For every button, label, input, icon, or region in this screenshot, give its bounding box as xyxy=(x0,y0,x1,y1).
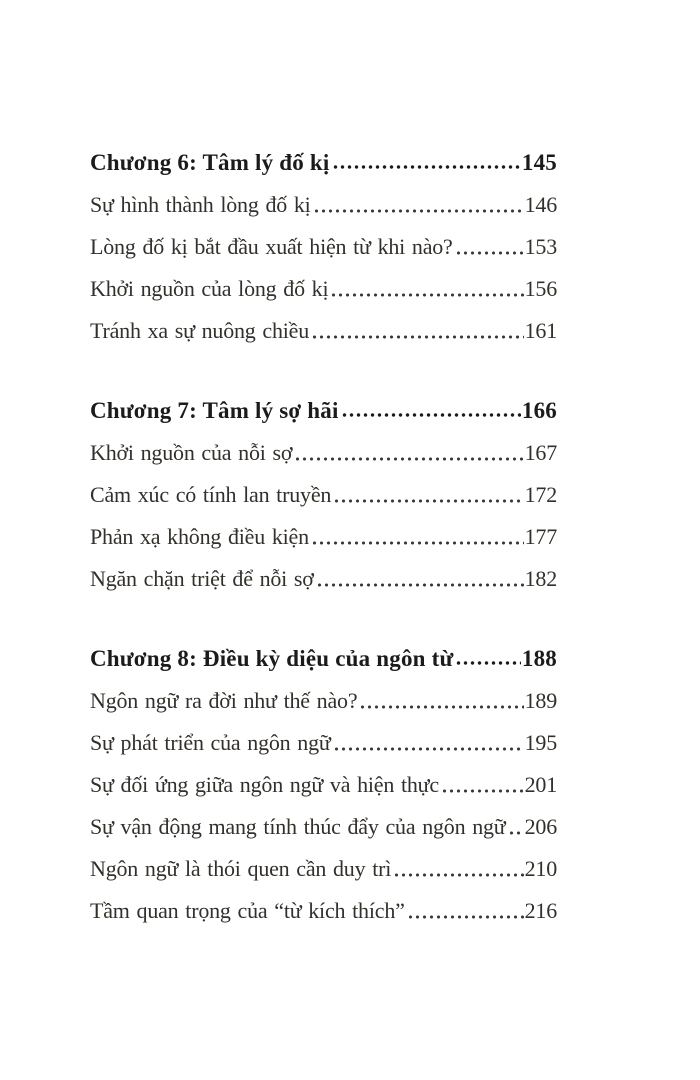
dot-leader xyxy=(341,413,521,417)
toc-entry xyxy=(90,762,557,804)
chapter-heading-label: Chương 6: Tâm lý đố kị xyxy=(90,150,330,175)
toc-entry-label: Sự phát triển của ngôn ngữ xyxy=(90,730,331,755)
toc-entry-page-number: 153 xyxy=(524,234,557,259)
dot-leader xyxy=(311,541,524,545)
toc-entry-page-number: 210 xyxy=(524,856,557,881)
dot-leader xyxy=(393,873,523,877)
dot-leader xyxy=(333,499,523,503)
dot-leader xyxy=(316,583,524,587)
table-of-contents xyxy=(90,130,557,930)
toc-entry-label: Ngăn chặn triệt để nỗi sợ xyxy=(90,566,314,591)
toc-entry xyxy=(90,720,557,762)
toc-entry-label: Khởi nguồn của lòng đố kị xyxy=(90,276,329,301)
toc-entry-page-number: 216 xyxy=(524,898,557,923)
toc-entry xyxy=(90,846,557,888)
toc-entry-label: Ngôn ngữ ra đời như thế nào? xyxy=(90,688,358,713)
toc-entry-page-number: 206 xyxy=(524,814,557,839)
dot-leader xyxy=(313,209,524,213)
toc-entry-label: Lòng đố kị bắt đầu xuất hiện từ khi nào? xyxy=(90,234,453,259)
chapter-heading-page-number: 145 xyxy=(521,150,557,175)
dot-leader xyxy=(333,747,524,751)
dot-leader xyxy=(441,789,524,793)
toc-entry-label: Khởi nguồn của nỗi sợ xyxy=(90,440,293,465)
toc-entry-page-number: 177 xyxy=(524,524,557,549)
dot-leader xyxy=(455,251,524,255)
toc-entry-page-number: 156 xyxy=(524,276,557,301)
chapter-heading-label: Chương 7: Tâm lý sợ hãi xyxy=(90,398,339,423)
toc-entry-page-number: 182 xyxy=(524,566,557,591)
toc-entry xyxy=(90,514,557,556)
dot-leader xyxy=(407,915,524,919)
dot-leader xyxy=(508,831,524,835)
toc-entry xyxy=(90,556,557,598)
toc-entry-label: Tránh xa sự nuông chiều xyxy=(90,318,310,343)
chapter-heading xyxy=(90,130,557,182)
dot-leader xyxy=(330,293,523,297)
dot-leader xyxy=(294,457,523,461)
toc-entry-label: Tầm quan trọng của “từ kích thích” xyxy=(90,898,405,923)
toc-entry xyxy=(90,308,557,350)
dot-leader xyxy=(455,661,520,665)
toc-entry-page-number: 201 xyxy=(524,772,557,797)
toc-entry-label: Sự đối ứng giữa ngôn ngữ và hiện thực xyxy=(90,772,439,797)
toc-entry-label: Phản xạ không điều kiện xyxy=(90,524,309,549)
toc-section xyxy=(90,130,557,350)
chapter-heading-page-number: 188 xyxy=(521,646,557,671)
chapter-heading-label: Chương 8: Điều kỳ diệu của ngôn từ xyxy=(90,646,454,671)
toc-entry-page-number: 161 xyxy=(524,318,557,343)
toc-entry-page-number: 172 xyxy=(524,482,557,507)
toc-entry-label: Sự hình thành lòng đố kị xyxy=(90,192,311,217)
toc-entry xyxy=(90,182,557,224)
toc-entry-page-number: 167 xyxy=(524,440,557,465)
toc-entry xyxy=(90,266,557,308)
toc-entry xyxy=(90,224,557,266)
chapter-heading xyxy=(90,626,557,678)
toc-entry-label: Ngôn ngữ là thói quen cần duy trì xyxy=(90,856,392,881)
toc-entry-page-number: 146 xyxy=(524,192,557,217)
toc-entry xyxy=(90,430,557,472)
dot-leader xyxy=(311,335,524,339)
toc-entry xyxy=(90,888,557,930)
toc-entry-page-number: 189 xyxy=(524,688,557,713)
toc-entry-page-number: 195 xyxy=(524,730,557,755)
toc-entry xyxy=(90,804,557,846)
toc-section xyxy=(90,378,557,598)
toc-entry-label: Sự vận động mang tính thúc đẩy của ngôn ngữ xyxy=(90,814,506,839)
dot-leader xyxy=(359,705,523,709)
toc-entry xyxy=(90,472,557,514)
toc-entry-label: Cảm xúc có tính lan truyền xyxy=(90,482,332,507)
dot-leader xyxy=(332,165,521,169)
chapter-heading xyxy=(90,378,557,430)
toc-entry xyxy=(90,678,557,720)
toc-section xyxy=(90,626,557,930)
chapter-heading-page-number: 166 xyxy=(521,398,557,423)
